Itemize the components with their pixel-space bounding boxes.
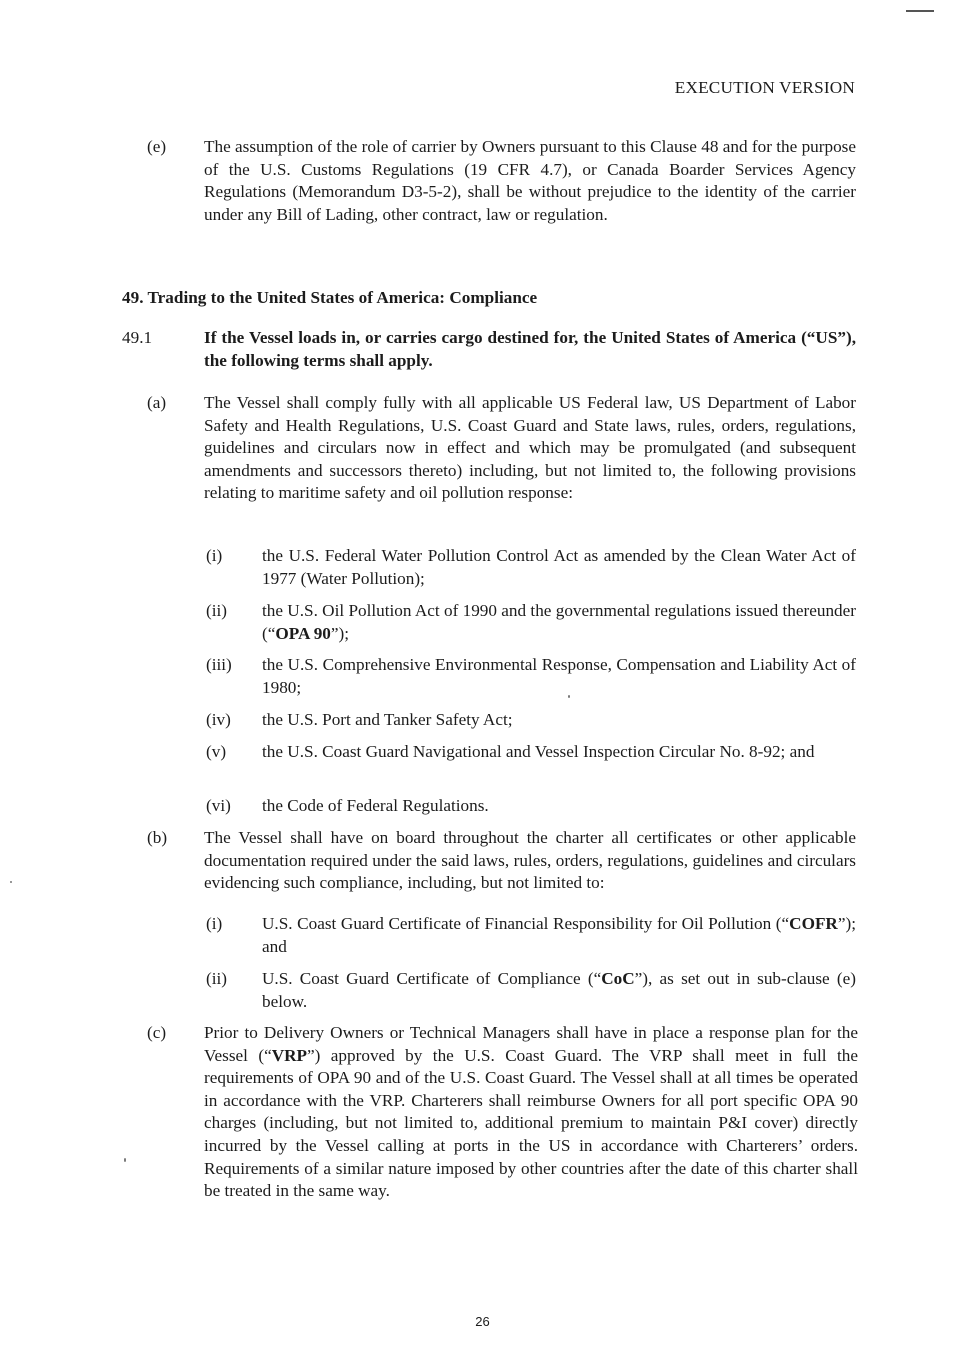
cofr-defined-term: COFR — [789, 914, 838, 933]
clause-49b-item-ii-label: (ii) — [206, 969, 227, 988]
clause-49a-item-iii-text: the U.S. Comprehensive Environmental Response, Compensation and Liability Act of 1980; — [262, 655, 856, 697]
clause-49a-item-vi-label: (vi) — [206, 796, 231, 815]
clause-49c-text: Prior to Delivery Owners or Technical Managers shall have in place a response plan for the Vessel (“VRP”) approved by the U.S. Coast Guard. The VRP shall meet in full the requirements of OPA 90 and of the U.S. Coast Guard. The Vessel shall at all times be operated in accordance with the VRP. Charterers shall reimburse Owners for all port specific OPA 90 charges (including, but not limited to, additional premium to maintain P&I cover) directly incurred by the Vessel calling at ports in the US in accordance with Charterers’ orders. Requirements of a similar nature imposed by other countries after the date of this charter shall be treated in the same way. — [204, 1023, 858, 1201]
clause-49a-item-v-label: (v) — [206, 742, 227, 761]
clause-48e-text: The assumption of the role of carrier by Owners pursuant to this Clause 48 and for the purpose of the U.S. Customs Regulations (19 CFR 4.7), or Canada Boarder Services Agency Regulations (Memorandum D3-5-2), shall be without prejudice to the identity of the carrier under any Bill of Lading, other contract, law or regulation. — [204, 137, 856, 224]
clause-49a-item-i-text: the U.S. Federal Water Pollution Control Act as amended by the Clean Water Act of 1977 (Water Pollution); — [262, 546, 856, 588]
clause-49b-item-ii-text: U.S. Coast Guard Certificate of Compliance (“CoC”), as set out in sub-clause (e) below. — [262, 969, 856, 1011]
page-number: 26 — [475, 1314, 490, 1329]
clause-49b-text: The Vessel shall have on board throughout the charter all certificates or other applicable documentation required under the said laws, rules, orders, regulations, guidelines and circulars evidencing such compliance, including, but not limited to: — [204, 828, 856, 893]
clause-49a-text: The Vessel shall comply fully with all applicable US Federal law, US Department of Labor Safety and Health Regulations, U.S. Coast Guard and State laws, rules, orders, regulations, guidelines and circulars now in effect and which may be promulgated (and subsequent amendments and successors thereto) including, but not limited to, the following provisions relating to maritime safety and oil pollution response: — [204, 393, 856, 503]
clause-49a-item-ii-label: (ii) — [206, 601, 227, 620]
clause-49-1-number: 49.1 — [122, 328, 153, 347]
execution-version-header: EXECUTION VERSION — [674, 78, 855, 97]
opa90-defined-term: OPA 90 — [275, 623, 331, 643]
clause-49a-item-iii-label: (iii) — [206, 655, 232, 674]
clause-49-1-text: If the Vessel loads in, or carries cargo destined for, the United States of America (“US”), the following terms shall apply. — [204, 328, 856, 370]
clause-49a-label: (a) — [147, 393, 167, 412]
clause-49a-item-ii-text: the U.S. Oil Pollution Act of 1990 and the governmental regulations issued thereunder (“OPA 90”); — [262, 601, 856, 643]
scan-mark — [906, 10, 934, 12]
clause-49a-item-i-label: (i) — [206, 546, 223, 565]
clause-49-heading: 49. Trading to the United States of America: Compliance — [122, 288, 538, 307]
scan-speck — [124, 1158, 126, 1162]
clause-49a-item-v-text: the U.S. Coast Guard Navigational and Vessel Inspection Circular No. 8-92; and — [262, 742, 815, 761]
clause-49a-item-iv-label: (iv) — [206, 710, 231, 729]
clause-49b-item-i-label: (i) — [206, 914, 223, 933]
scan-speck — [10, 881, 12, 883]
clause-49c-label: (c) — [147, 1023, 167, 1042]
vrp-defined-term: VRP — [271, 1045, 308, 1065]
clause-48e-label: (e) — [147, 137, 167, 156]
scan-speck — [568, 695, 570, 698]
clause-49a-item-iv-text: the U.S. Port and Tanker Safety Act; — [262, 710, 513, 729]
clause-49b-item-i-text: U.S. Coast Guard Certificate of Financial Responsibility for Oil Pollution (“COFR”); and — [262, 914, 856, 956]
clause-49a-item-vi-text: the Code of Federal Regulations. — [262, 796, 489, 815]
coc-defined-term: CoC — [601, 969, 635, 988]
clause-49b-label: (b) — [147, 828, 168, 847]
